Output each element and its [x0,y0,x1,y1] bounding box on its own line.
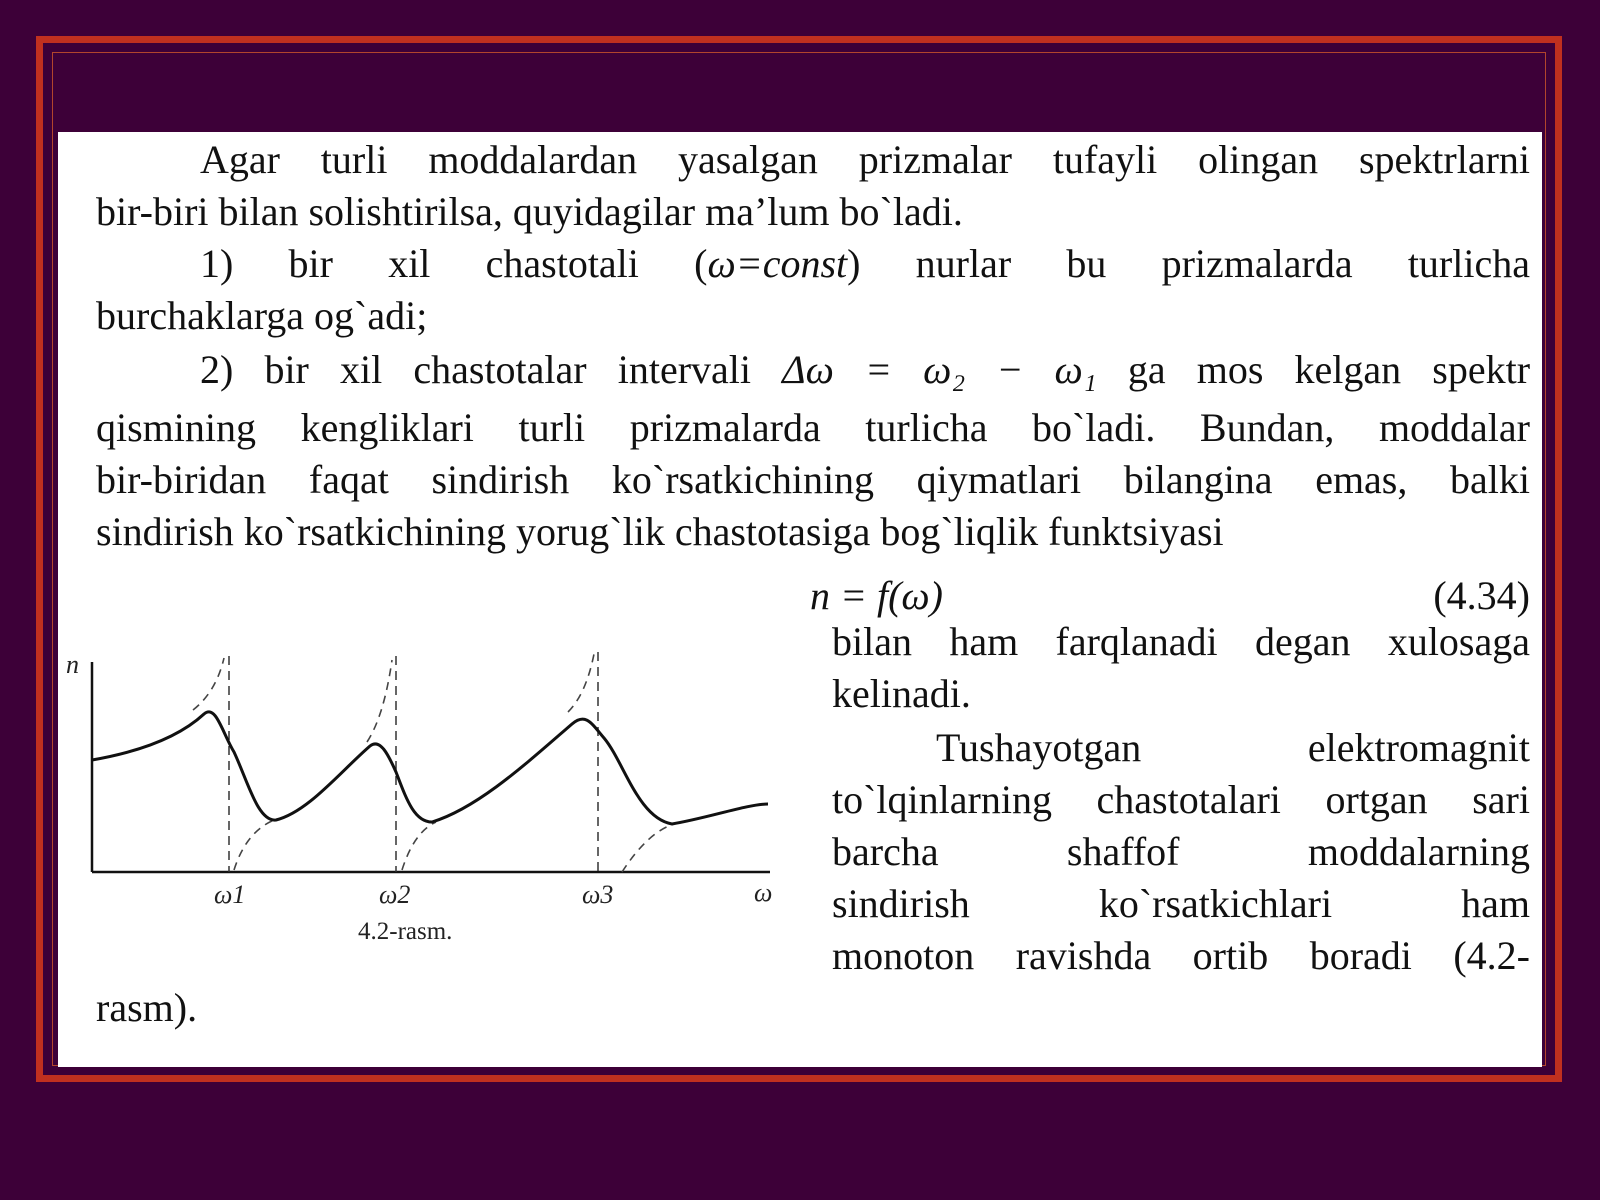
x-axis-label: ω [754,878,773,907]
tick-label-omega1: ω1 [214,880,246,909]
asymptote-upper-2 [367,660,392,742]
paragraph-3-line-4: sindirish ko`rsatkichining yorug`lik chastotasiga bog`liqlik funktsiyasi [96,509,1224,554]
asymptote-upper-1 [193,658,224,710]
y-axis-label: n [66,650,79,679]
math-const: ω=const [707,241,848,286]
dispersion-plot [58,642,818,962]
text-run: 1) bir xil chastotali ( [200,241,708,286]
math-interval: Δω = ω₂ − ω₁ [782,347,1097,392]
dispersion-curve [92,712,768,824]
asymptote-lower-1 [234,820,274,870]
text-run: ga mos kelgan spektr [1127,347,1531,392]
paragraph-3-line-3: bir-biridan faqat sindirish ko`rsatkichining qiymatlari bilangina emas, balki [96,457,1530,502]
paragraph-5-line-3: barcha shaffof moddalarning [832,829,1530,874]
formula: n = f(ω) [810,573,943,618]
paragraph-2-line-1 [200,240,1530,288]
paragraph-1-line-1: Agar turli moddalardan yasalgan prizmalar tufayli olingan spektrlarni [200,137,1530,182]
paragraph-5-line-6: rasm). [96,985,198,1030]
paragraph-5-line-5: monoton ravishda ortib boradi (4.2- [832,933,1530,978]
paragraph-4-line-2: kelinadi. [832,671,971,716]
tick-label-omega2: ω2 [379,880,411,909]
paragraph-5-line-4: sindirish ko`rsatkichlari ham [832,881,1530,926]
paragraph-3-line-1 [200,346,1530,394]
paragraph-2-line-2: burchaklarga og`adi; [96,293,428,338]
document-page [58,132,1542,1067]
text-run: ) nurlar bu prizmalarda turlicha [847,241,1530,286]
asymptote-upper-3 [568,654,594,712]
paragraph-5-line-1: Tushayotgan elektromagnit [936,725,1530,770]
asymptote-lower-2 [402,822,436,870]
text-run: 2) bir xil chastotalar intervali [200,347,752,392]
asymptote-lower-3 [622,824,674,872]
paragraph-1-line-2: bir-biri bilan solishtirilsa, quyidagilar ma’lum bo`ladi. [96,189,963,234]
tick-label-omega3: ω3 [582,880,614,909]
equation-number: (4.34) [1433,573,1530,618]
dispersion-figure [58,642,818,962]
paragraph-5-line-2: to`lqinlarning chastotalari ortgan sari [832,777,1530,822]
paragraph-3-line-2: qismining kengliklari turli prizmalarda turlicha bo`ladi. Bundan, moddalar [96,405,1530,450]
figure-caption: 4.2-rasm. [358,918,453,945]
paragraph-4-line-1: bilan ham farqlanadi degan xulosaga [832,619,1530,664]
